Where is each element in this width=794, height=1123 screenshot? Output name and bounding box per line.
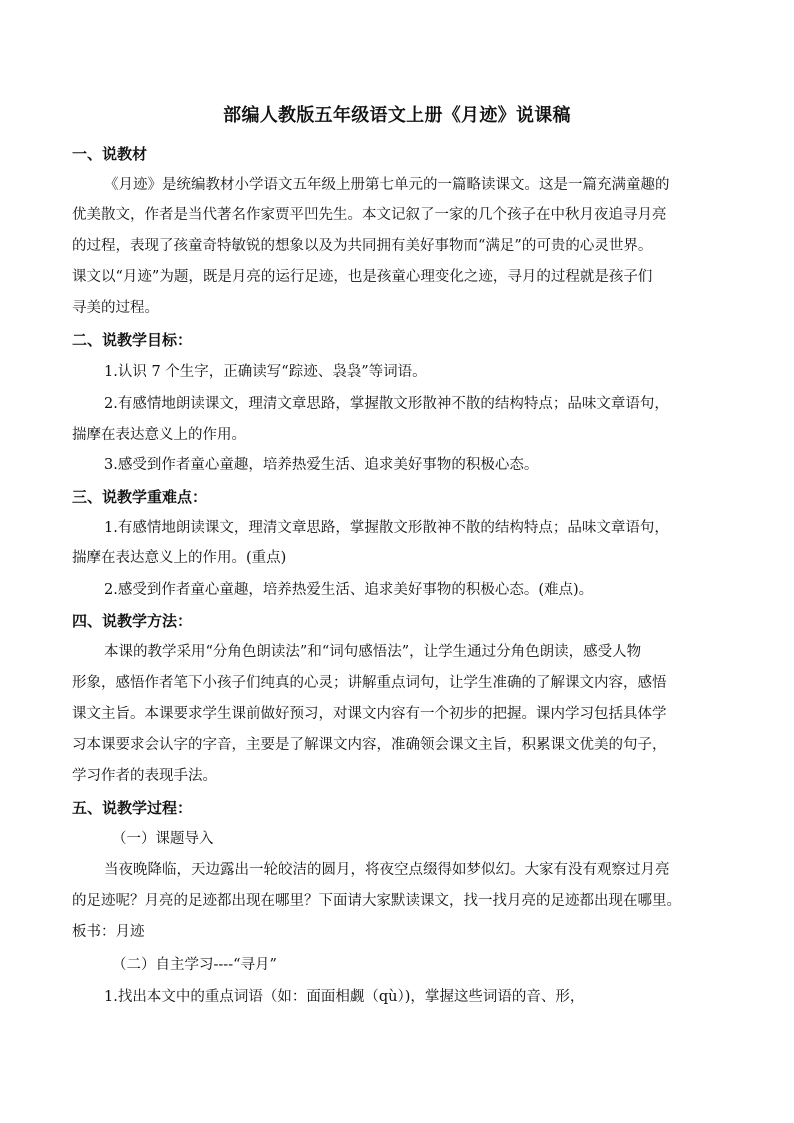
- paragraph-line: 寻美的过程。: [72, 300, 159, 316]
- section-heading-textbook: 一、说教材: [72, 145, 148, 163]
- document-title: 部编人教版五年级语文上册《月迹》说课稿: [223, 105, 571, 126]
- paragraph-line: 1.找出本文中的重点词语（如：面面相觑（qù）)，掌握这些词语的音、形，: [104, 989, 585, 1005]
- subheading-self-study: （二）自主学习----“寻月”: [112, 957, 277, 973]
- paragraph-line: 揣摩在表达意义上的作用。(重点): [72, 550, 287, 566]
- paragraph-line: 2.有感情地朗读课文，理清文章思路，掌握散文形散神不散的结构特点；品味文章语句，: [104, 396, 669, 412]
- paragraph-line: 的过程，表现了孩童奇特敏锐的想象以及为共同拥有美好事物而“满足”的可贵的心灵世界。: [72, 238, 653, 254]
- paragraph-line: 3.感受到作者童心童趣，培养热爱生活、追求美好事物的积极心态。: [104, 457, 539, 473]
- paragraph-line: 课文主旨。本课要求学生课前做好预习，对课文内容有一个初步的把握。课内学习包括具体学: [72, 706, 667, 722]
- section-heading-key-points: 三、说教学重难点：: [72, 488, 208, 506]
- paragraph-line: 《月迹》是统编教材小学语文五年级上册第七单元的一篇略读课文。这是一篇充满童趣的: [104, 177, 670, 193]
- section-heading-methods: 四、说教学方法：: [72, 612, 193, 630]
- subheading-intro: （一）课题导入: [112, 831, 214, 847]
- paragraph-line: 当夜晚降临，天边露出一轮皎洁的圆月，将夜空点缀得如梦似幻。大家有没有观察过月亮: [104, 862, 670, 878]
- paragraph-line: 揣摩在表达意义上的作用。: [72, 427, 246, 443]
- paragraph-line: 1.有感情地朗读课文，理清文章思路，掌握散文形散神不散的结构特点；品味文章语句，: [104, 520, 669, 536]
- section-heading-objectives: 二、说教学目标：: [72, 331, 193, 349]
- paragraph-line: 形象，感悟作者笔下小孩子们纯真的心灵；讲解重点词句，让学生准确的了解课文内容，感悟: [72, 675, 667, 691]
- paragraph-line: 学习作者的表现手法。: [72, 768, 217, 784]
- paragraph-line: 的足迹呢？月亮的足迹都出现在哪里？下面请大家默读课文，找一找月亮的足迹都出现在哪里。: [72, 893, 681, 909]
- paragraph-line: 优美散文，作者是当代著名作家贾平凹先生。本文记叙了一家的几个孩子在中秋月夜追寻月亮: [72, 207, 667, 223]
- paragraph-line: 课文以“月迹”为题，既是月亮的运行足迹，也是孩童心理变化之迹，寻月的过程就是孩子们: [72, 269, 653, 285]
- paragraph-line: 板书：月迹: [72, 924, 145, 940]
- paragraph-line: 2.感受到作者童心童趣，培养热爱生活、追求美好事物的积极心态。(难点)。: [104, 582, 594, 598]
- paragraph-line: 本课的教学采用“分角色朗读法”和“词句感悟法”，让学生通过分角色朗读，感受人物: [104, 644, 642, 660]
- section-heading-process: 五、说教学过程：: [72, 799, 193, 817]
- paragraph-line: 1.认识 7 个生字，正确读写“踪迹、袅袅”等词语。: [104, 364, 427, 380]
- paragraph-line: 习本课要求会认字的字音，主要是了解课文内容，准确领会课文主旨，积累课文优美的句子，: [72, 737, 667, 753]
